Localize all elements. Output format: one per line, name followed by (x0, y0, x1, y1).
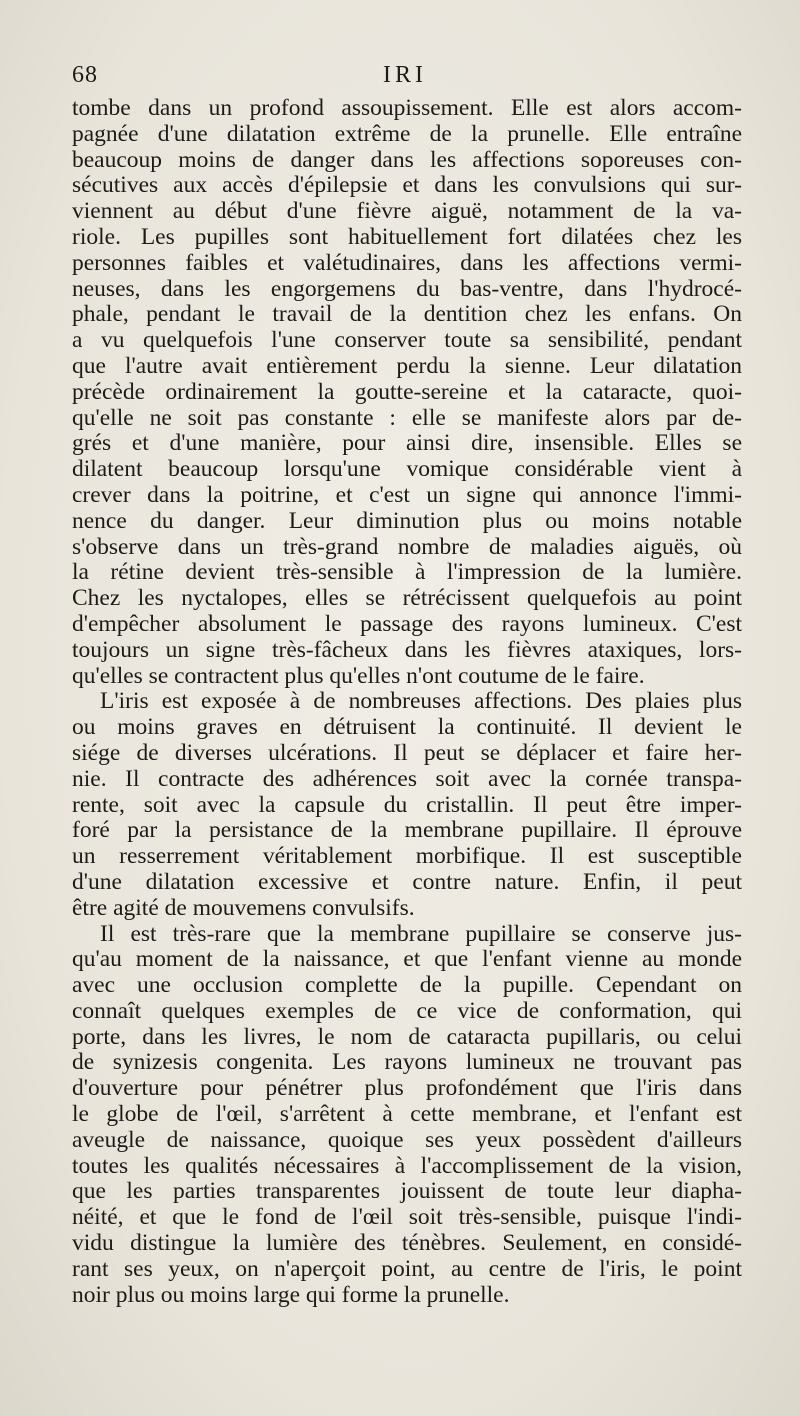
text-line: noir plus ou moins large qui forme la prunelle. (72, 1281, 510, 1308)
text-line: phale, pendant le travail de la dentition chez les enfans. On (72, 301, 742, 328)
text-line: a vu quelquefois l'une conserver toute sa sensibilité, pendant (72, 327, 742, 354)
text-line: personnes faibles et valétudinaires, dans les affections vermi- (72, 249, 742, 276)
text-line: d'une dilatation excessive et contre nature. Enfin, il peut (72, 868, 742, 895)
text-line: Chez les nyctalopes, elles se rétrécissent quelquefois au point (72, 585, 742, 612)
text-line: porte, dans les livres, le nom de cataracta pupillaris, ou celui (72, 1023, 742, 1050)
text-line: pagnée d'une dilatation extrême de la prunelle. Elle entraîne (72, 120, 742, 147)
text-line: Il est très-rare que la membrane pupillaire se conserve jus- (100, 920, 742, 947)
text-line: de synizesis congenita. Les rayons lumineux ne trouvant pas (72, 1049, 742, 1076)
running-head: IRI (383, 62, 427, 88)
text-line: un resserrement véritablement morbifique. Il est susceptible (72, 843, 742, 870)
text-line: grés et d'une manière, pour ainsi dire, insensible. Elles se (72, 430, 742, 457)
text-line: ou moins graves en détruisent la continuité. Il devient le (72, 714, 742, 741)
text-line: que l'autre avait entièrement perdu la sienne. Leur dilatation (72, 352, 742, 379)
text-line: dilatent beaucoup lorsqu'une vomique considérable vient à (72, 456, 742, 483)
body-text (72, 96, 742, 1308)
text-line: toutes les qualités nécessaires à l'accomplissement de la vision, (72, 1152, 742, 1179)
text-line: être agité de mouvemens convulsifs. (72, 894, 415, 921)
text-line: beaucoup moins de danger dans les affections soporeuses con- (72, 146, 742, 173)
text-line: rente, soit avec la capsule du cristallin. Il peut être imper- (72, 791, 742, 818)
text-line: qu'au moment de la naissance, et que l'enfant vienne au monde (72, 946, 742, 973)
text-line: L'iris est exposée à de nombreuses affections. Des plaies plus (100, 688, 742, 715)
text-line: crever dans la poitrine, et c'est un signe qui annonce l'immi- (72, 481, 742, 508)
text-line: que les parties transparentes jouissent de toute leur diapha- (72, 1178, 742, 1205)
text-line: connaît quelques exemples de ce vice de conformation, qui (72, 997, 742, 1024)
page-header (72, 62, 738, 92)
text-line: d'ouverture pour pénétrer plus profondément que l'iris dans (72, 1075, 742, 1102)
text-line: sécutives aux accès d'épilepsie et dans les convulsions qui sur- (72, 172, 742, 199)
text-line: néité, et que le fond de l'œil soit très-sensible, puisque l'indi- (72, 1204, 742, 1231)
text-line: vidu distingue la lumière des ténèbres. Seulement, en considé- (72, 1230, 742, 1257)
text-line: qu'elles se contractent plus qu'elles n'ont coutume de le faire. (72, 662, 645, 689)
text-line: s'observe dans un très-grand nombre de maladies aiguës, où (72, 533, 742, 560)
text-line: nence du danger. Leur diminution plus ou moins notable (72, 507, 742, 534)
text-line: tombe dans un profond assoupissement. Elle est alors accom- (72, 95, 742, 121)
text-line: d'empêcher absolument le passage des rayons lumineux. C'est (72, 610, 742, 637)
text-line: viennent au début d'une fièvre aiguë, notamment de la va- (72, 198, 742, 225)
text-line: la rétine devient très-sensible à l'impression de la lumière. (72, 559, 742, 586)
text-line: toujours un signe très-fâcheux dans les fièvres ataxiques, lors- (72, 636, 742, 663)
text-line: qu'elle ne soit pas constante : elle se manifeste alors par de- (72, 404, 742, 431)
text-line: siége de diverses ulcérations. Il peut se déplacer et faire her- (72, 739, 742, 766)
text-line: nie. Il contracte des adhérences soit avec la cornée transpa- (72, 765, 742, 792)
page-number: 68 (72, 62, 98, 88)
text-line: aveugle de naissance, quoique ses yeux possèdent d'ailleurs (72, 1126, 742, 1153)
text-line: rant ses yeux, on n'aperçoit point, au centre de l'iris, le point (72, 1255, 742, 1282)
text-line: riole. Les pupilles sont habituellement fort dilatées chez les (72, 223, 742, 250)
text-line: précède ordinairement la goutte-sereine et la cataracte, quoi- (72, 378, 742, 405)
text-line: neuses, dans les engorgemens du bas-ventre, dans l'hydrocé- (72, 275, 742, 302)
text-line: foré par la persistance de la membrane pupillaire. Il éprouve (72, 817, 742, 844)
text-line: avec une occlusion complette de la pupille. Cependant on (72, 972, 742, 999)
text-line: le globe de l'œil, s'arrêtent à cette membrane, et l'enfant est (72, 1101, 742, 1128)
